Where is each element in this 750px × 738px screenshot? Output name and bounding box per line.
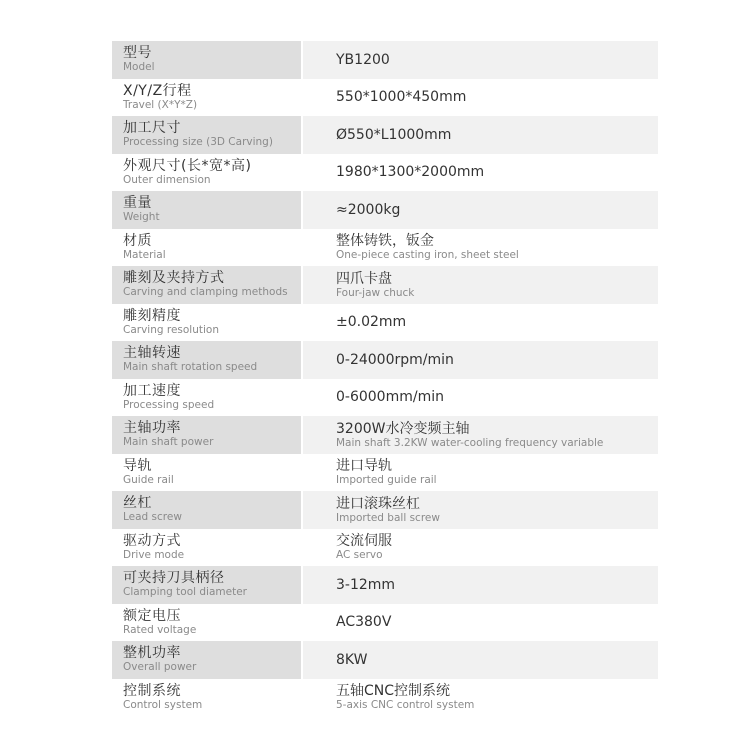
spec-label-cell [112,679,301,717]
spec-row [112,191,658,229]
spec-label-en: Processing speed [123,398,215,411]
spec-label-cell [112,566,301,604]
spec-row [112,341,658,379]
spec-row [112,229,658,267]
spec-label-zh: 雕刻及夹持方式 [123,270,225,287]
spec-label-zh: 外观尺寸(长*宽*高) [123,157,252,174]
spec-label-zh: 导轨 [123,457,152,474]
spec-row [112,641,658,679]
spec-value-cell [303,379,658,417]
spec-value-cell [303,79,658,117]
spec-label-zh: 整机功率 [123,645,181,662]
spec-label-zh: 材质 [123,232,152,249]
spec-value: ±0.02mm [336,314,407,331]
spec-row [112,679,658,717]
spec-label-zh: 丝杠 [123,495,152,512]
spec-label-cell [112,116,301,154]
spec-label-en: Overall power [123,661,197,674]
spec-label-en: Outer dimension [123,173,211,186]
spec-value-cell [303,116,658,154]
spec-row [112,529,658,567]
spec-value-cell [303,529,658,567]
spec-value-en: Main shaft 3.2KW water-cooling frequency variable [336,436,604,449]
spec-label-zh: 可夹持刀具柄径 [123,570,225,587]
spec-label-zh: 控制系统 [123,682,181,699]
spec-row [112,41,658,79]
spec-label-cell [112,454,301,492]
spec-row [112,379,658,417]
spec-row [112,604,658,642]
spec-label-cell [112,191,301,229]
spec-label-cell [112,304,301,342]
spec-label-en: Processing size (3D Carving) [123,136,273,149]
spec-row [112,491,658,529]
spec-label-cell [112,529,301,567]
spec-label-en: Model [123,61,155,74]
spec-label-en: Main shaft rotation speed [123,361,258,374]
spec-label-en: Drive mode [123,548,185,561]
spec-value-en: Imported guide rail [336,474,437,487]
spec-value: ≈2000kg [336,201,401,218]
spec-value-en: One-piece casting iron, sheet steel [336,249,519,262]
spec-label-en: Clamping tool diameter [123,586,247,599]
spec-label-cell [112,154,301,192]
spec-row [112,116,658,154]
spec-value: 3-12mm [336,576,396,593]
spec-value: 0-24000rpm/min [336,351,454,368]
spec-label-zh: 主轴功率 [123,420,181,437]
spec-value-cell [303,416,658,454]
spec-label-zh: 主轴转速 [123,345,181,362]
spec-label-zh: 重量 [123,195,152,212]
spec-row [112,304,658,342]
spec-value: 整体铸铁，钣金 [336,233,434,250]
spec-label-zh: 型号 [123,45,152,62]
spec-row [112,566,658,604]
spec-value-cell [303,491,658,529]
spec-label-en: Travel (X*Y*Z) [123,98,198,111]
spec-value: 四爪卡盘 [336,270,392,287]
spec-value-en: Imported ball screw [336,511,440,524]
spec-value: 0-6000mm/min [336,389,444,406]
spec-row [112,154,658,192]
spec-label-cell [112,79,301,117]
spec-label-cell [112,41,301,79]
spec-value: Ø550*L1000mm [336,126,452,143]
spec-label-cell [112,341,301,379]
spec-label-en: Guide rail [123,473,174,486]
spec-value-cell [303,304,658,342]
spec-value-cell [303,679,658,717]
spec-value-cell [303,604,658,642]
spec-value: YB1200 [336,51,390,68]
spec-row [112,266,658,304]
spec-value: 五轴CNC控制系统 [336,683,451,700]
spec-row [112,416,658,454]
spec-value-en: 5-axis CNC control system [336,699,475,712]
spec-label-cell [112,416,301,454]
spec-label-cell [112,641,301,679]
spec-value-cell [303,566,658,604]
spec-label-cell [112,229,301,267]
spec-value: AC380V [336,614,392,631]
spec-value-cell [303,341,658,379]
spec-label-cell [112,604,301,642]
spec-value-cell [303,41,658,79]
spec-value: 1980*1300*2000mm [336,164,485,181]
spec-label-en: Weight [123,211,160,224]
spec-value: 交流伺服 [336,533,392,550]
spec-table [112,41,658,716]
spec-label-zh: 驱动方式 [123,532,181,549]
spec-label-en: Control system [123,698,203,711]
spec-label-cell [112,491,301,529]
spec-label-zh: 加工速度 [123,382,181,399]
spec-value: 3200W水冷变频主轴 [336,420,470,437]
spec-value-en: AC servo [336,549,383,562]
spec-label-en: Carving resolution [123,323,219,336]
spec-label-en: Carving and clamping methods [123,286,288,299]
spec-label-cell [112,379,301,417]
spec-value: 8KW [336,651,368,668]
spec-label-zh: 额定电压 [123,607,181,624]
spec-value-cell [303,229,658,267]
spec-value-cell [303,191,658,229]
spec-row [112,79,658,117]
spec-value: 进口导轨 [336,458,392,475]
spec-row [112,454,658,492]
spec-label-en: Main shaft power [123,436,214,449]
spec-value-cell [303,454,658,492]
spec-label-en: Material [123,248,166,261]
spec-label-en: Rated voltage [123,623,197,636]
spec-label-en: Lead screw [123,511,182,524]
spec-label-zh: 加工尺寸 [123,120,181,137]
spec-value-cell [303,154,658,192]
spec-value-cell [303,641,658,679]
spec-value-en: Four-jaw chuck [336,286,415,299]
spec-value: 进口滚珠丝杠 [336,495,420,512]
spec-label-zh: X/Y/Z行程 [123,82,192,99]
spec-value-cell [303,266,658,304]
spec-label-cell [112,266,301,304]
spec-value: 550*1000*450mm [336,89,467,106]
spec-label-zh: 雕刻精度 [123,307,181,324]
